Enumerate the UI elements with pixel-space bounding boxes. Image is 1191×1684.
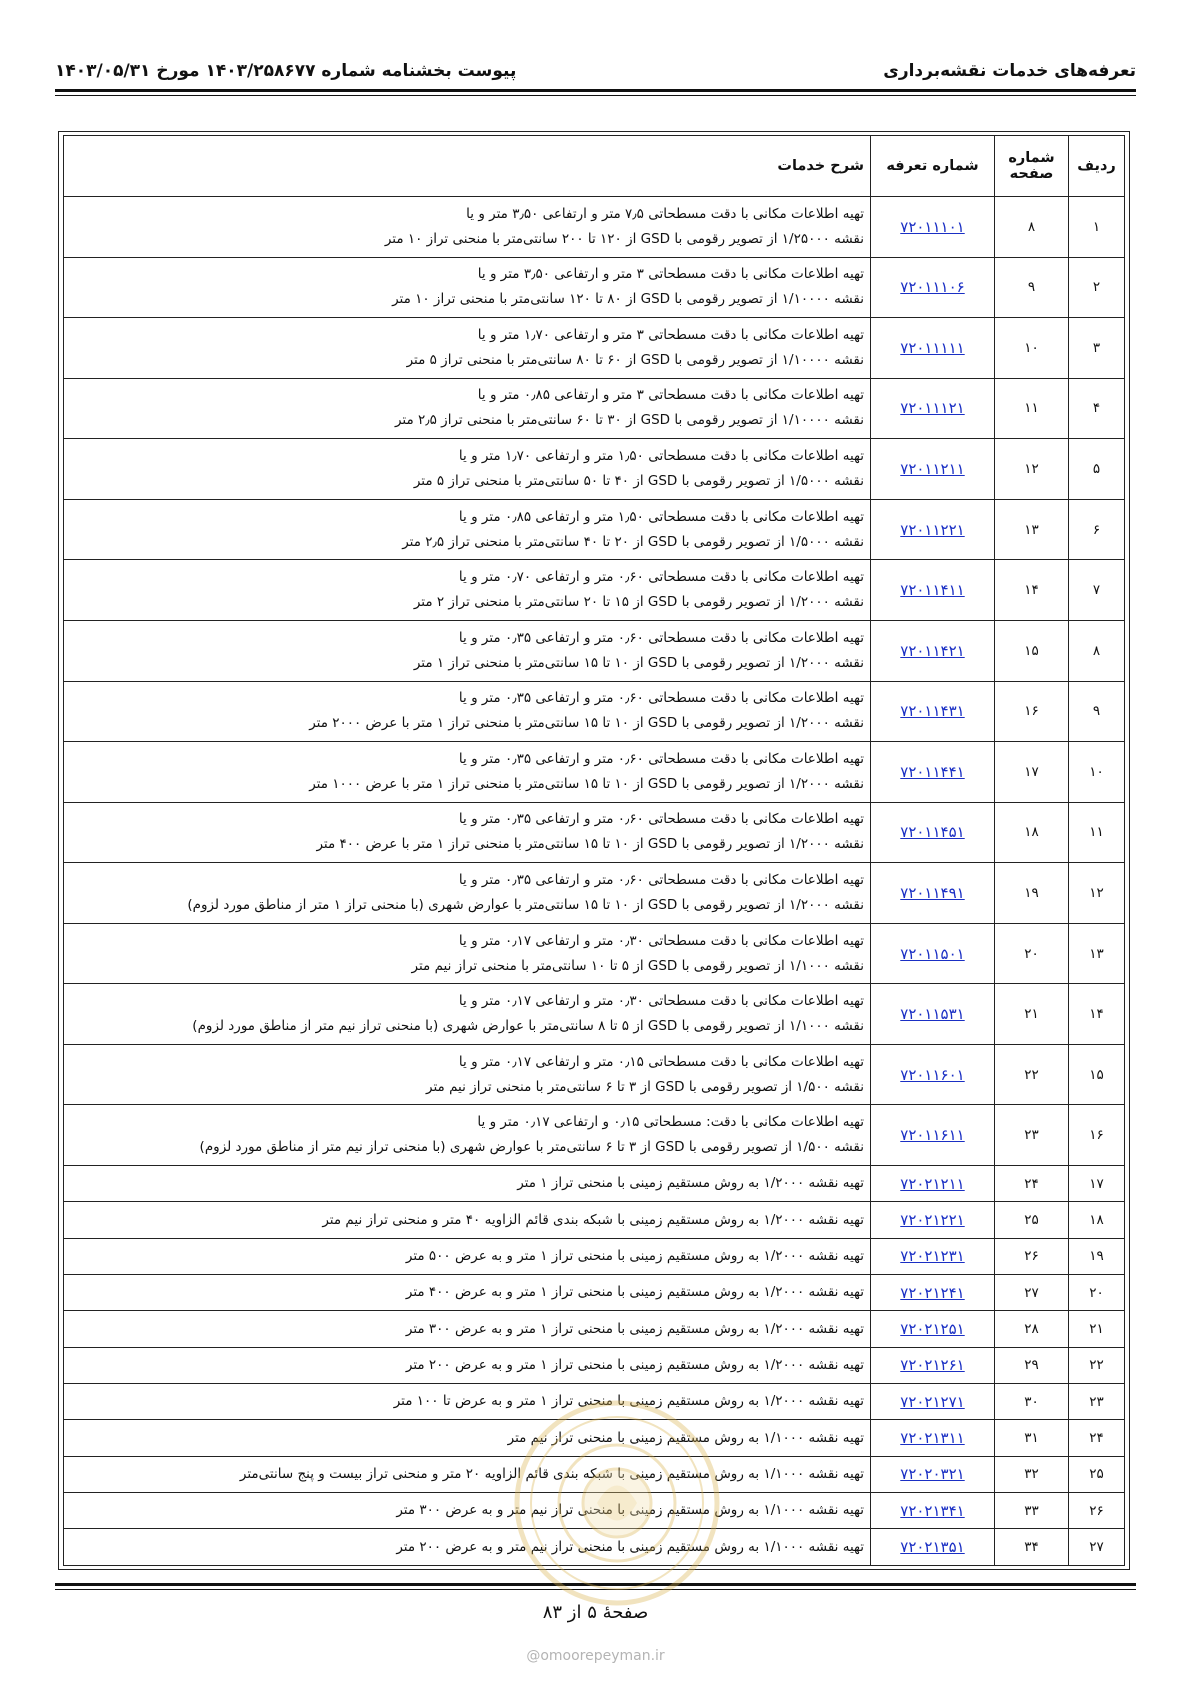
description-line-1: تهیه نقشه ۱/۱۰۰۰ به روش مستقیم زمینی با منحنی تراز نیم متر و به عرض ۳۰۰ متر <box>396 1502 864 1519</box>
tariff-link[interactable]: ۷۲۰۲۱۲۲۱ <box>900 1211 965 1230</box>
description-cell <box>64 318 871 379</box>
description-line-1: تهیه نقشه ۱/۲۰۰۰ به روش مستقیم زمینی با منحنی تراز ۱ متر و به عرض ۳۰۰ متر <box>405 1320 864 1337</box>
page-number-cell: ۲۸ <box>995 1311 1069 1347</box>
tariff-link[interactable]: ۷۲۰۱۱۶۰۱ <box>900 1065 965 1084</box>
description-line-1: تهیه اطلاعات مکانی با دقت مسطحاتی ۰٫۶۰ متر و ارتفاعی ۰٫۷۰ متر و یا <box>458 569 864 586</box>
tariff-link[interactable]: ۷۲۰۲۱۲۶۱ <box>900 1356 965 1375</box>
page-number-cell: ۲۷ <box>995 1275 1069 1311</box>
description-cell <box>64 1420 871 1456</box>
row-number-cell: ۵ <box>1069 439 1125 500</box>
tariff-cell <box>871 863 995 924</box>
page-number-cell: ۱۰ <box>995 318 1069 379</box>
description-line-1: تهیه نقشه ۱/۱۰۰۰ به روش مستقیم زمینی با شبکه بندی قائم الزاویه ۲۰ متر و منحنی تراز بیست و پنج سانتی‌متر <box>239 1465 864 1482</box>
description-cell <box>64 1166 871 1202</box>
description-line-1: تهیه اطلاعات مکانی با دقت مسطحاتی ۰٫۳۰ متر و ارتفاعی ۰٫۱۷ متر و یا <box>458 932 864 949</box>
table-row <box>64 1238 1125 1274</box>
table-row <box>64 1311 1125 1347</box>
description-cell <box>64 802 871 863</box>
description-line-1: تهیه نقشه ۱/۱۰۰۰ به روش مستقیم زمینی با منحنی تراز نیم متر و به عرض ۲۰۰ متر <box>396 1538 864 1555</box>
page-number-cell: ۳۴ <box>995 1529 1069 1566</box>
row-number-cell: ۱۹ <box>1069 1238 1125 1274</box>
description-cell <box>64 1238 871 1274</box>
description-line-1: تهیه اطلاعات مکانی با دقت مسطحاتی ۳ متر و ارتفاعی ۳٫۵۰ متر و یا <box>477 266 864 283</box>
page-header <box>55 58 1136 84</box>
tariff-cell <box>871 1238 995 1274</box>
description-line-1: تهیه نقشه ۱/۲۰۰۰ به روش مستقیم زمینی با منحنی تراز ۱ متر <box>517 1175 864 1192</box>
header-row-number: ردیف <box>1069 136 1125 197</box>
description-line-1: تهیه اطلاعات مکانی با دقت مسطحاتی ۱٫۵۰ متر و ارتفاعی ۰٫۸۵ متر و یا <box>458 508 864 525</box>
description-cell <box>64 923 871 984</box>
description-line-1: تهیه اطلاعات مکانی با دقت مسطحاتی ۰٫۶۰ متر و ارتفاعی ۰٫۳۵ متر و یا <box>458 750 864 767</box>
page-number: صفحهٔ ۵ از ۸۳ <box>542 1602 649 1623</box>
description-cell <box>64 681 871 742</box>
table-row <box>64 560 1125 621</box>
header-title: تعرفه‌های خدمات نقشه‌برداری <box>883 61 1136 81</box>
page-number-cell: ۳۰ <box>995 1384 1069 1420</box>
row-number-cell: ۲۴ <box>1069 1420 1125 1456</box>
description-cell <box>64 1384 871 1420</box>
table-row <box>64 378 1125 439</box>
header-reference: پیوست بخشنامه شماره ۱۴۰۳/۲۵۸۶۷۷ مورخ ۱۴۰۳/۰۵/۳۱ <box>55 61 517 81</box>
description-cell <box>64 499 871 560</box>
row-number-cell: ۱۲ <box>1069 863 1125 924</box>
description-line-2: نقشه ۱/۵۰۰ از تصویر رقومی با GSD از ۳ تا ۶ سانتی‌متر با منحنی تراز نیم متر <box>426 1078 864 1095</box>
tariff-link[interactable]: ۷۲۰۲۱۲۷۱ <box>900 1392 965 1411</box>
table-row <box>64 681 1125 742</box>
tariff-cell <box>871 620 995 681</box>
page-number-cell: ۲۱ <box>995 984 1069 1045</box>
description-line-1: تهیه اطلاعات مکانی با دقت مسطحاتی ۰٫۱۵ متر و ارتفاعی ۰٫۱۷ متر و یا <box>458 1053 864 1070</box>
page-number-cell: ۳۳ <box>995 1493 1069 1529</box>
description-cell <box>64 1529 871 1566</box>
row-number-cell: ۴ <box>1069 378 1125 439</box>
tariff-link[interactable]: ۷۲۰۱۱۶۱۱ <box>900 1126 965 1145</box>
tariff-link[interactable]: ۷۲۰۱۱۱۲۱ <box>900 399 965 418</box>
tariff-cell <box>871 1420 995 1456</box>
row-number-cell: ۱۵ <box>1069 1044 1125 1105</box>
page-number-cell: ۹ <box>995 257 1069 318</box>
page-number-cell: ۲۶ <box>995 1238 1069 1274</box>
tariff-link[interactable]: ۷۲۰۱۱۴۳۱ <box>900 702 965 721</box>
description-line-2: نقشه ۱/۲۰۰۰ از تصویر رقومی با GSD از ۱۵ تا ۲۰ سانتی‌متر با منحنی تراز ۲ متر <box>413 594 864 611</box>
table-row <box>64 439 1125 500</box>
description-cell <box>64 1456 871 1492</box>
tariff-link[interactable]: ۷۲۰۲۰۳۲۱ <box>900 1465 965 1484</box>
description-line-2: نقشه ۱/۵۰۰۰ از تصویر رقومی با GSD از ۴۰ تا ۵۰ سانتی‌متر با منحنی تراز ۵ متر <box>413 473 864 490</box>
tariff-cell <box>871 1384 995 1420</box>
tariff-link[interactable]: ۷۲۰۲۱۲۴۱ <box>900 1283 965 1302</box>
description-line-2: نقشه ۱/۲۰۰۰ از تصویر رقومی با GSD از ۱۰ تا ۱۵ سانتی‌متر با منحنی تراز ۱ متر با عرض ۲۰۰۰ متر <box>309 715 864 732</box>
tariff-cell <box>871 197 995 258</box>
row-number-cell: ۸ <box>1069 620 1125 681</box>
tariff-cell <box>871 1275 995 1311</box>
table-row <box>64 1275 1125 1311</box>
description-cell <box>64 620 871 681</box>
description-cell <box>64 439 871 500</box>
tariff-link[interactable]: ۷۲۰۱۱۴۹۱ <box>900 883 965 902</box>
site-watermark: @omoorepeyman.ir <box>526 1648 665 1664</box>
tariff-link[interactable]: ۷۲۰۱۱۱۰۱ <box>900 217 965 236</box>
table-body <box>64 197 1125 1566</box>
row-number-cell: ۶ <box>1069 499 1125 560</box>
row-number-cell: ۱۰ <box>1069 742 1125 803</box>
tariff-link[interactable]: ۷۲۰۱۱۴۱۱ <box>900 581 965 600</box>
table-row <box>64 197 1125 258</box>
tariff-link[interactable]: ۷۲۰۲۱۳۱۱ <box>900 1429 965 1448</box>
tariff-cell <box>871 499 995 560</box>
description-line-1: تهیه اطلاعات مکانی با دقت مسطحاتی ۳ متر و ارتفاعی ۱٫۷۰ متر و یا <box>477 326 864 343</box>
description-line-2: نقشه ۱/۱۰۰۰ از تصویر رقومی با GSD از ۵ تا ۸ سانتی‌متر با عوارض شهری (با منحنی تراز نیم متر از مناطق مورد لزوم) <box>192 1018 864 1035</box>
description-line-2: نقشه ۱/۵۰۰ از تصویر رقومی با GSD از ۳ تا ۶ سانتی‌متر با عوارض شهری (با منحنی تراز نیم متر از مناطق مورد لزوم) <box>199 1139 864 1156</box>
tariff-link[interactable]: ۷۲۰۱۱۲۱۱ <box>900 460 965 479</box>
description-line-1: تهیه نقشه ۱/۲۰۰۰ به روش مستقیم زمینی با منحنی تراز ۱ متر و به عرض ۴۰۰ متر <box>405 1284 864 1301</box>
page-number-cell: ۲۵ <box>995 1202 1069 1238</box>
tariff-cell <box>871 378 995 439</box>
footer-rule-thin <box>55 1589 1136 1590</box>
tariff-link[interactable]: ۷۲۰۲۱۲۱۱ <box>900 1174 965 1193</box>
tariff-cell <box>871 439 995 500</box>
description-line-2: نقشه ۱/۱۰۰۰۰ از تصویر رقومی با GSD از ۶۰ تا ۸۰ سانتی‌متر با منحنی تراز ۵ متر <box>406 351 864 368</box>
description-cell <box>64 197 871 258</box>
tariff-cell <box>871 318 995 379</box>
tariff-cell <box>871 742 995 803</box>
page-number-cell: ۲۰ <box>995 923 1069 984</box>
row-number-cell: ۳ <box>1069 318 1125 379</box>
table-row <box>64 1166 1125 1202</box>
tariff-link[interactable]: ۷۲۰۲۱۲۳۱ <box>900 1247 965 1266</box>
description-cell <box>64 1311 871 1347</box>
tariff-table <box>63 135 1125 1566</box>
table-row <box>64 1493 1125 1529</box>
description-cell <box>64 1044 871 1105</box>
table-row <box>64 499 1125 560</box>
page-number-cell: ۱۸ <box>995 802 1069 863</box>
description-line-1: تهیه نقشه ۱/۱۰۰۰ به روش مستقیم زمینی با منحنی تراز نیم متر <box>507 1429 864 1446</box>
table-row <box>64 620 1125 681</box>
page-number-cell: ۲۲ <box>995 1044 1069 1105</box>
row-number-cell: ۱۶ <box>1069 1105 1125 1166</box>
description-line-1: تهیه اطلاعات مکانی با دقت: مسطحاتی ۰٫۱۵ و ارتفاعی ۰٫۱۷ متر و یا <box>477 1114 864 1131</box>
tariff-link[interactable]: ۷۲۰۱۱۴۲۱ <box>900 641 965 660</box>
row-number-cell: ۹ <box>1069 681 1125 742</box>
tariff-link[interactable]: ۷۲۰۲۱۳۴۱ <box>900 1501 965 1520</box>
table-row <box>64 257 1125 318</box>
tariff-cell <box>871 1493 995 1529</box>
tariff-cell <box>871 1529 995 1566</box>
table-row <box>64 923 1125 984</box>
page-number-cell: ۱۲ <box>995 439 1069 500</box>
row-number-cell: ۲۷ <box>1069 1529 1125 1566</box>
tariff-link[interactable]: ۷۲۰۱۱۵۰۱ <box>900 944 965 963</box>
page-number-cell: ۱۶ <box>995 681 1069 742</box>
tariff-cell <box>871 1044 995 1105</box>
description-line-2: نقشه ۱/۲۰۰۰ از تصویر رقومی با GSD از ۱۰ تا ۱۵ سانتی‌متر با عوارض شهری (با منحنی تراز ۱ متر از مناطق مورد لزوم) <box>187 896 864 913</box>
table-row <box>64 1347 1125 1383</box>
description-cell <box>64 1105 871 1166</box>
tariff-link[interactable]: ۷۲۰۲۱۳۵۱ <box>900 1538 965 1557</box>
tariff-cell <box>871 1311 995 1347</box>
tariff-link[interactable]: ۷۲۰۱۱۴۵۱ <box>900 823 965 842</box>
header-description: شرح خدمات <box>64 136 871 197</box>
page-number-cell: ۱۵ <box>995 620 1069 681</box>
description-line-2: نقشه ۱/۵۰۰۰ از تصویر رقومی با GSD از ۲۰ تا ۴۰ سانتی‌متر با منحنی تراز ۲٫۵ متر <box>402 533 864 550</box>
row-number-cell: ۱ <box>1069 197 1125 258</box>
description-line-1: تهیه نقشه ۱/۲۰۰۰ به روش مستقیم زمینی با شبکه بندی قائم الزاویه ۴۰ متر و منحنی تراز نیم متر <box>322 1211 864 1228</box>
tariff-cell <box>871 1105 995 1166</box>
table-row <box>64 1529 1125 1566</box>
row-number-cell: ۲ <box>1069 257 1125 318</box>
tariff-link[interactable]: ۷۲۰۲۱۲۵۱ <box>900 1320 965 1339</box>
tariff-cell <box>871 1166 995 1202</box>
page-number-cell: ۱۴ <box>995 560 1069 621</box>
table-row <box>64 1105 1125 1166</box>
page-number-cell: ۸ <box>995 197 1069 258</box>
header-page-line2: صفحه <box>1009 166 1054 182</box>
table-row <box>64 863 1125 924</box>
header-rule-thin <box>55 95 1136 96</box>
description-line-2: نقشه ۱/۱۰۰۰ از تصویر رقومی با GSD از ۵ تا ۱۰ سانتی‌متر با منحنی تراز نیم متر <box>411 957 864 974</box>
description-cell <box>64 1493 871 1529</box>
description-line-1: تهیه نقشه ۱/۲۰۰۰ به روش مستقیم زمینی با منحنی تراز ۱ متر و به عرض ۵۰۰ متر <box>405 1247 864 1264</box>
tariff-link[interactable]: ۷۲۰۱۱۴۴۱ <box>900 762 965 781</box>
tariff-cell <box>871 257 995 318</box>
description-cell <box>64 1347 871 1383</box>
description-line-2: نقشه ۱/۲۰۰۰ از تصویر رقومی با GSD از ۱۰ تا ۱۵ سانتی‌متر با منحنی تراز ۱ متر با عرض ۱۰۰۰ متر <box>309 775 864 792</box>
table-row <box>64 1456 1125 1492</box>
description-cell <box>64 1202 871 1238</box>
tariff-cell <box>871 681 995 742</box>
description-line-1: تهیه اطلاعات مکانی با دقت مسطحاتی ۰٫۳۰ متر و ارتفاعی ۰٫۱۷ متر و یا <box>458 993 864 1010</box>
description-line-1: تهیه اطلاعات مکانی با دقت مسطحاتی ۰٫۶۰ متر و ارتفاعی ۰٫۳۵ متر و یا <box>458 690 864 707</box>
tariff-cell <box>871 923 995 984</box>
tariff-link[interactable]: ۷۲۰۱۱۱۰۶ <box>900 278 965 297</box>
page-number-cell: ۱۹ <box>995 863 1069 924</box>
row-number-cell: ۱۱ <box>1069 802 1125 863</box>
page-number-cell: ۱۳ <box>995 499 1069 560</box>
description-line-2: نقشه ۱/۲۰۰۰ از تصویر رقومی با GSD از ۱۰ تا ۱۵ سانتی‌متر با منحنی تراز ۱ متر با عرض ۴۰۰ متر <box>316 836 864 853</box>
description-cell <box>64 863 871 924</box>
page-number-cell: ۱۱ <box>995 378 1069 439</box>
table-row <box>64 318 1125 379</box>
description-line-1: تهیه اطلاعات مکانی با دقت مسطحاتی ۰٫۶۰ متر و ارتفاعی ۰٫۳۵ متر و یا <box>458 871 864 888</box>
row-number-cell: ۲۰ <box>1069 1275 1125 1311</box>
tariff-cell <box>871 560 995 621</box>
description-line-1: تهیه اطلاعات مکانی با دقت مسطحاتی ۰٫۶۰ متر و ارتفاعی ۰٫۳۵ متر و یا <box>458 629 864 646</box>
description-cell <box>64 378 871 439</box>
tariff-cell <box>871 802 995 863</box>
description-line-2: نقشه ۱/۱۰۰۰۰ از تصویر رقومی با GSD از ۳۰ تا ۶۰ سانتی‌متر با منحنی تراز ۲٫۵ متر <box>394 412 864 429</box>
table-row <box>64 742 1125 803</box>
table-header-row <box>64 136 1125 197</box>
description-line-1: تهیه نقشه ۱/۲۰۰۰ به روش مستقیم زمینی با منحنی تراز ۱ متر و به عرض تا ۱۰۰ متر <box>393 1393 864 1410</box>
row-number-cell: ۲۲ <box>1069 1347 1125 1383</box>
description-line-1: تهیه اطلاعات مکانی با دقت مسطحاتی ۳ متر و ارتفاعی ۰٫۸۵ متر و یا <box>477 387 864 404</box>
description-line-2: نقشه ۱/۱۰۰۰۰ از تصویر رقومی با GSD از ۸۰ تا ۱۲۰ سانتی‌متر با منحنی تراز ۱۰ متر <box>392 291 864 308</box>
page-number-cell: ۱۷ <box>995 742 1069 803</box>
page-number-cell: ۳۱ <box>995 1420 1069 1456</box>
tariff-link[interactable]: ۷۲۰۱۱۵۳۱ <box>900 1005 965 1024</box>
description-line-2: نقشه ۱/۲۵۰۰۰ از تصویر رقومی با GSD از ۱۲۰ تا ۲۰۰ سانتی‌متر با منحنی تراز ۱۰ متر <box>384 230 864 247</box>
header-page-line1: شماره <box>1008 150 1055 166</box>
tariff-cell <box>871 1347 995 1383</box>
tariff-link[interactable]: ۷۲۰۱۱۱۱۱ <box>900 338 965 357</box>
header-rule-thick <box>55 89 1136 92</box>
description-cell <box>64 742 871 803</box>
page-number-cell: ۲۴ <box>995 1166 1069 1202</box>
table-row <box>64 802 1125 863</box>
page-number-cell: ۲۹ <box>995 1347 1069 1383</box>
footer-rule-thick <box>55 1583 1136 1586</box>
tariff-link[interactable]: ۷۲۰۱۱۲۲۱ <box>900 520 965 539</box>
description-cell <box>64 984 871 1045</box>
page-number-cell: ۲۳ <box>995 1105 1069 1166</box>
description-cell <box>64 560 871 621</box>
row-number-cell: ۷ <box>1069 560 1125 621</box>
description-cell <box>64 257 871 318</box>
description-line-2: نقشه ۱/۲۰۰۰ از تصویر رقومی با GSD از ۱۰ تا ۱۵ سانتی‌متر با منحنی تراز ۱ متر <box>413 654 864 671</box>
row-number-cell: ۱۸ <box>1069 1202 1125 1238</box>
row-number-cell: ۲۵ <box>1069 1456 1125 1492</box>
table-row <box>64 1044 1125 1105</box>
row-number-cell: ۱۴ <box>1069 984 1125 1045</box>
tariff-cell <box>871 1456 995 1492</box>
table-row <box>64 984 1125 1045</box>
row-number-cell: ۲۱ <box>1069 1311 1125 1347</box>
row-number-cell: ۲۳ <box>1069 1384 1125 1420</box>
page-number-cell: ۳۲ <box>995 1456 1069 1492</box>
header-tariff-number: شماره تعرفه <box>871 136 995 197</box>
table-row <box>64 1420 1125 1456</box>
tariff-cell <box>871 1202 995 1238</box>
description-line-1: تهیه اطلاعات مکانی با دقت مسطحاتی ۰٫۶۰ متر و ارتفاعی ۰٫۳۵ متر و یا <box>458 811 864 828</box>
header-page-number <box>995 136 1069 197</box>
description-line-1: تهیه اطلاعات مکانی با دقت مسطحاتی ۷٫۵ متر و ارتفاعی ۳٫۵۰ متر و یا <box>466 205 864 222</box>
tariff-cell <box>871 984 995 1045</box>
row-number-cell: ۱۳ <box>1069 923 1125 984</box>
table-row <box>64 1384 1125 1420</box>
table-row <box>64 1202 1125 1238</box>
description-cell <box>64 1275 871 1311</box>
description-line-1: تهیه نقشه ۱/۲۰۰۰ به روش مستقیم زمینی با منحنی تراز ۱ متر و به عرض ۲۰۰ متر <box>405 1356 864 1373</box>
description-line-1: تهیه اطلاعات مکانی با دقت مسطحاتی ۱٫۵۰ متر و ارتفاعی ۱٫۷۰ متر و یا <box>458 448 864 465</box>
row-number-cell: ۱۷ <box>1069 1166 1125 1202</box>
row-number-cell: ۲۶ <box>1069 1493 1125 1529</box>
